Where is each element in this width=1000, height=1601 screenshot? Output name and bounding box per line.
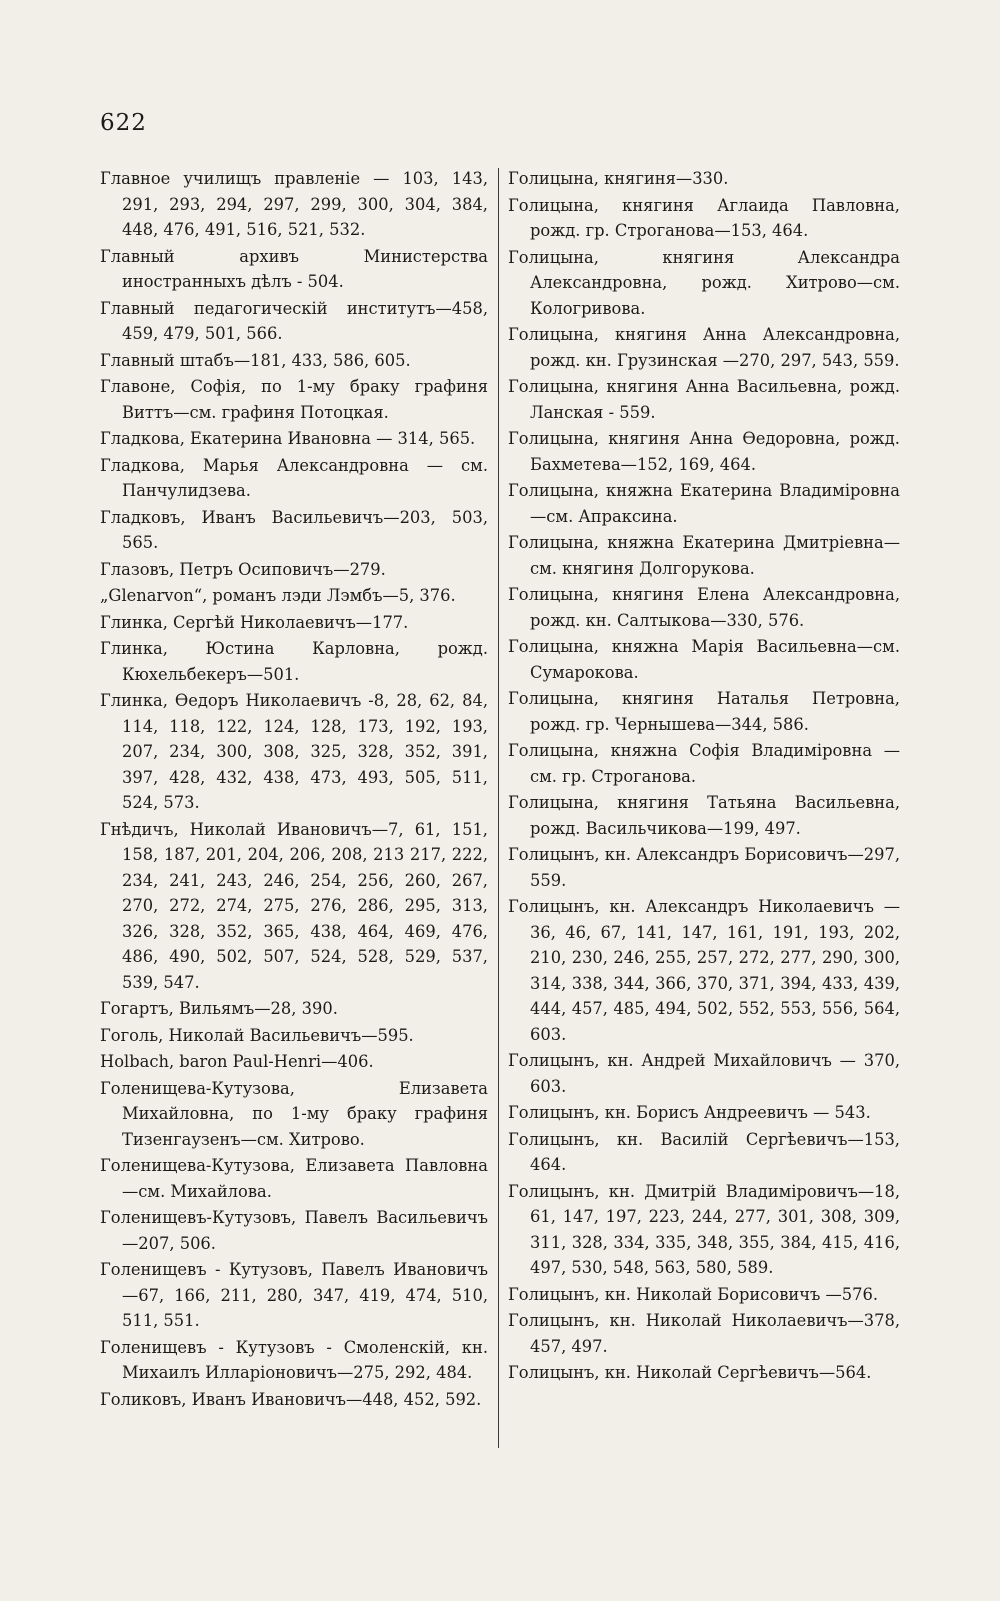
index-entry: Голенищева-Кутузова, Елизавета Павловна—см. Михайлова. [100, 1156, 488, 1201]
index-entry: Голенищева-Кутузова, Елизавета Михайловна, по 1-му браку графиня Тизенгаузенъ—см. Хитрово. [100, 1078, 488, 1149]
index-entry: Голицына, княгиня Анна Васильевна, рожд. Ланская - 559. [508, 377, 900, 422]
index-entry: Главное училищъ правленіе — 103, 143, 291, 293, 294, 297, 299, 300, 304, 384, 448, 476, 491, 516, 521, 532. [100, 169, 488, 239]
index-entry: Голицынъ, кн. Николай Борисовичъ —576. [508, 1284, 879, 1304]
index-entry: Голицына, княгиня Татьяна Васильевна, рожд. Васильчикова—199, 497. [508, 793, 900, 838]
index-entry: Гладкова, Екатерина Ивановна — 314, 565. [100, 429, 476, 448]
index-entry: Гнѣдичъ, Николай Ивановичъ—7, 61, 151, 158, 187, 201, 204, 206, 208, 213 217, 222, 234, 241, 243, 246, 254, 256, 260, 267, 270, 272, 274, 275, 276, 286, 295, 313, 326, 328, 352, 365, 438, 464, 469, 476, 486, 490, 502, 507, 524, 528, 529, 537, 539, 547. [100, 819, 488, 992]
index-entry: Голицына, княжна Екатерина Дмитріевна—см. княгиня Долгорукова. [508, 533, 900, 578]
index-entry: Гогартъ, Вильямъ—28, 390. [100, 999, 338, 1018]
index-entry: Голицына, княгиня—330. [508, 169, 729, 188]
index-entry: Глазовъ, Петръ Осиповичъ—279. [100, 559, 386, 579]
index-entry: Голицынъ, кн. Николай Николаевичъ—378, 457, 497. [508, 1311, 900, 1356]
index-entry: Главный штабъ—181, 433, 586, 605. [100, 350, 411, 370]
index-entry: Гладковъ, Иванъ Васильевичъ—203, 503, 565. [100, 507, 488, 552]
index-entry: Holbach, baron Paul-Henri—406. [100, 1052, 374, 1071]
index-entry: Главоне, Софія, по 1-му браку графиня Виттъ—см. графиня Потоцкая. [100, 377, 488, 422]
index-entry: Голицына, княжна Екатерина Владиміровна—см. Апраксина. [508, 481, 900, 526]
index-entry: Глинка, Өедоръ Николаевичъ -8, 28, 62, 84, 114, 118, 122, 124, 128, 173, 192, 193, 207, 234, 300, 308, 325, 328, 352, 391, 397, 428, 432, 438, 473, 493, 505, 511, 524, 573. [100, 691, 488, 812]
index-entry: Голицынъ, кн. Дмитрій Владиміровичъ—18, 61, 147, 197, 223, 244, 277, 301, 308, 309, 311, 328, 334, 335, 348, 355, 384, 415, 416, 497, 530, 548, 563, 580, 589. [508, 1181, 900, 1277]
index-entry: „Glenarvon“, романъ лэди Лэмбъ—5, 376. [100, 586, 456, 605]
index-entry: Гладкова, Марья Александровна — см. Панчулидзева. [100, 455, 488, 500]
index-entry: Голицына, княгиня Анна Өедоровна, рожд. Бахметева—152, 169, 464. [508, 429, 900, 474]
index-entry: Голицына, княжна Марія Васильевна—см. Сумарокова. [508, 637, 900, 682]
index-entry: Голицынъ, кн. Борисъ Андреевичъ — 543. [508, 1103, 871, 1122]
index-entry: Голицына, княгиня Александра Александровна, рожд. Хитрово—см. Кологривова. [508, 247, 900, 318]
index-entry: Главный педагогическій институтъ—458, 459, 479, 501, 566. [100, 298, 488, 343]
index-entry: Голицына, княгиня Елена Александровна, рожд. кн. Салтыкова—330, 576. [508, 585, 900, 630]
index-entry: Голицынъ, кн. Александръ Николаевичъ — 36, 46, 67, 141, 147, 161, 191, 193, 202, 210, 230, 246, 255, 257, 272, 277, 290, 300, 314, 338, 344, 366, 370, 371, 394, 433, 439, 444, 457, 485, 494, 502, 552, 553, 556, 564, 603. [508, 897, 900, 1044]
page-number: 622 [100, 110, 147, 136]
index-entry: Голицына, княгиня Аглаида Павловна, рожд. гр. Строганова—153, 464. [508, 195, 900, 240]
index-entry: Глинка, Юстина Карловна, рожд. Кюхельбекеръ—501. [100, 639, 488, 684]
index-entry: Голицынъ, кн. Николай Сергѣевичъ—564. [508, 1363, 872, 1382]
index-entry: Голенищевъ - Кутузовъ, Павелъ Ивановичъ—67, 166, 211, 280, 347, 419, 474, 510, 511, 551. [100, 1260, 488, 1330]
index-entry: Голицынъ, кн. Александръ Борисовичъ—297, 559. [508, 845, 900, 890]
index-entry: Гоголь, Николай Васильевичъ—595. [100, 1025, 414, 1045]
index-entry: Голенищевъ - Кутузовъ - Смоленскій, кн. Михаилъ Илларіоновичъ—275, 292, 484. [100, 1337, 488, 1382]
index-entry: Голицына, княжна Софія Владиміровна — см. гр. Строганова. [508, 741, 900, 786]
index-entry: Голенищевъ-Кутузовъ, Павелъ Васильевичъ—207, 506. [100, 1208, 488, 1253]
index-entry: Голиковъ, Иванъ Ивановичъ—448, 452, 592. [100, 1389, 482, 1409]
index-entry: Голицына, княгиня Наталья Петровна, рожд. гр. Чернышева—344, 586. [508, 689, 900, 734]
index-column-left [100, 166, 488, 1413]
index-entry: Голицына, княгиня Анна Александровна, рожд. кн. Грузинская —270, 297, 543, 559. [508, 325, 900, 370]
column-divider [498, 168, 499, 1448]
index-entry: Глинка, Сергѣй Николаевичъ—177. [100, 612, 409, 632]
index-column-right [508, 166, 900, 1387]
index-entry: Голицынъ, кн. Василій Сергѣевичъ—153, 464. [508, 1129, 900, 1174]
index-entry: Главный архивъ Министерства иностранныхъ дѣлъ - 504. [100, 246, 488, 291]
index-entry: Голицынъ, кн. Андрей Михайловичъ — 370, 603. [508, 1051, 900, 1096]
